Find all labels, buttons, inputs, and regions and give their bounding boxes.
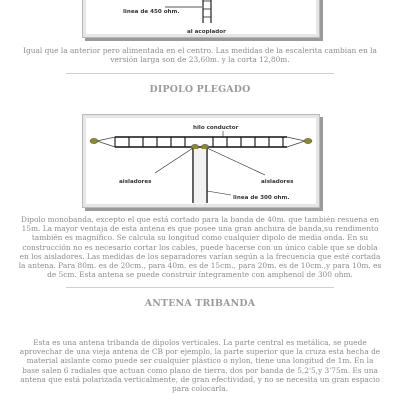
folded-dipole-diagram — [83, 115, 319, 207]
folded-dipole-figure — [82, 114, 320, 208]
insulators-label-right: aisladores — [261, 179, 294, 185]
insulator-end-left — [90, 138, 98, 143]
section-title-triband: ANTENA TRIBANDA — [144, 298, 256, 309]
figure1-caption: Igual que la anterior pero alimentada en el centro. Las medidas de la escalerita cambian en la versión larga son de 23,60m. y la corta 12,80m. — [23, 46, 377, 65]
insulators-label-left: aisladores — [119, 179, 152, 185]
ladder-line-label: linea de 450 ohm. — [123, 9, 180, 15]
conductor-label: hilo conductor — [193, 125, 239, 131]
folded-dipole-description: Dipolo monobanda, excepto el que está cortado para la banda de 40m. que también resuena en 15m. La mayor ventaja de esta antena es que posee una gran anchura de banda,su rendimento también es magnífico. Se calcula su longitud como cualquier dipolo de media onda. En su construcción no es necesario cortar los cables, puede hacerse con un único cable que se dobla en los aisladores. Las medidas de los separadores varían según a la frecuencia que esté cortada la antena. Para 80m. es de 20cm., para 40m. es de 15cm., para 20m. es de 10cm.,y para 10m. es de 5cm. Esta antena se puede construir íntegramente con amphenol de 300 ohm. — [18, 215, 382, 280]
section-divider — [66, 287, 334, 288]
section-divider — [66, 73, 334, 74]
coupler-label: al acoplador — [187, 29, 226, 35]
section-title-folded-dipole: DIPOLO PLEGADO — [149, 84, 251, 95]
feedline-label: linea de 300 ohm. — [233, 195, 290, 201]
insulator-center-right — [201, 144, 209, 149]
ladder-line-diagram — [83, 0, 319, 37]
ladder-line-figure — [82, 0, 320, 38]
triband-description: Esta es una antena tribanda de dipolos verticales. La parte central es metálica, se puede aprovechar de una vieja antena de CB por ejemplo, la parte superior que la cruza esta hecha de material aislante como puede ser cualquier plástico o nylon, tiene una longitud de 1m. En la base salen 6 radiales que actuan como plano de tierra, dos por banda de 5,2'5,y 3'75m. Es una antena que está polarizada verticalmente, de gran efectividad, y no se necesita un gran espacio para colocarla. — [19, 338, 381, 394]
insulator-end-right — [304, 138, 312, 143]
